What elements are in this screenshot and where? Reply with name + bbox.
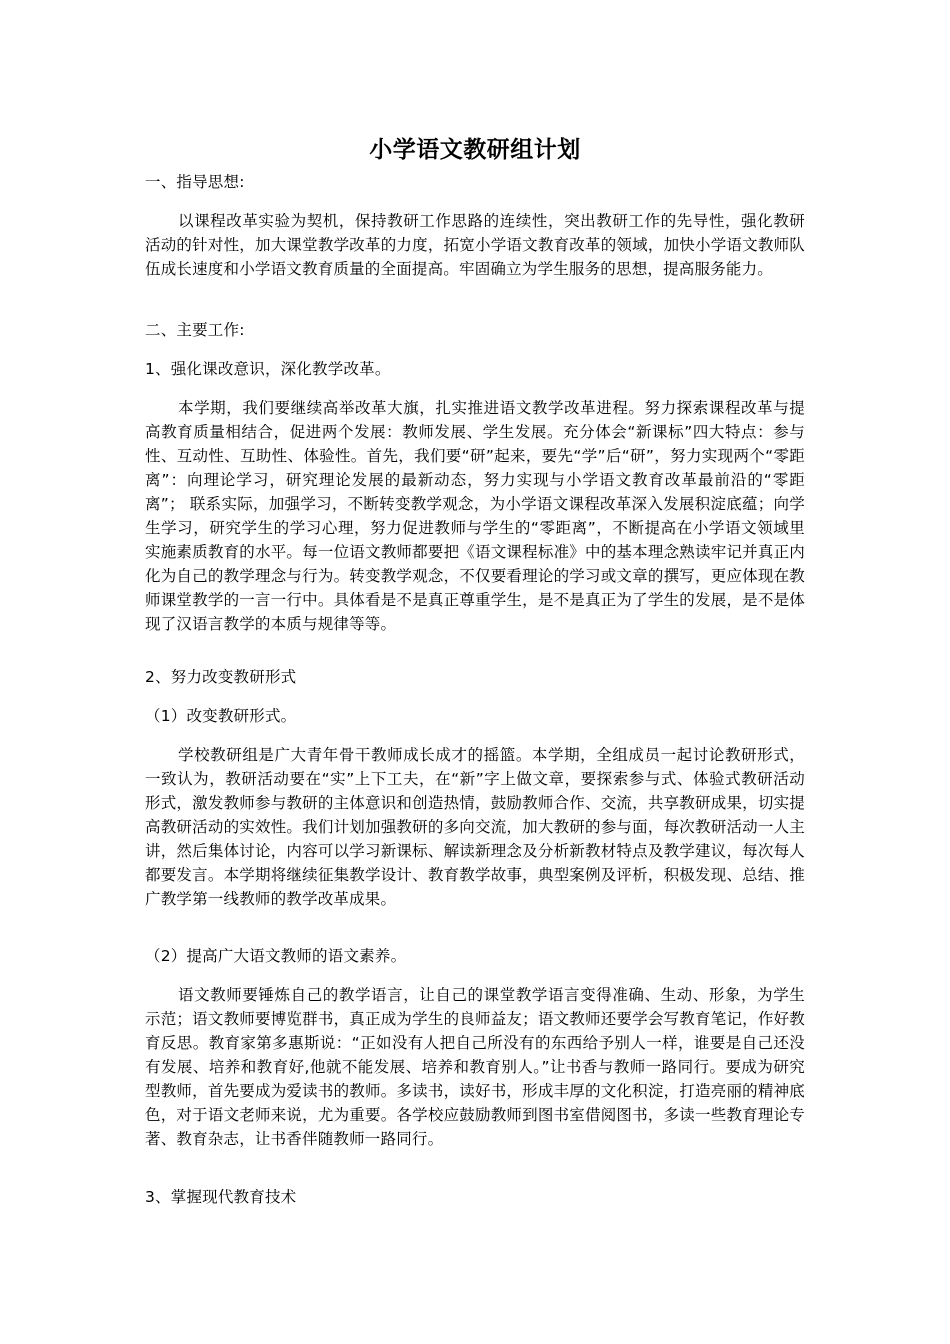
- paragraph-teacher-literacy: 语文教师要锤炼自己的教学语言，让自己的课堂教学语言变得准确、生动、形象，为学生示范；语文教师要博览群书，真正成为学生的良师益友；语文教师还要学会写教育笔记，作好教育反思。教育家第多惠斯说：“正如没有人把自己所没有的东西给予别人一样，谁要是自己还没有发展、培养和教育好,他就不能发展、培养和教育别人。”让书香与教师一路同行。要成为研究型教师，首先要成为爱读书的教师。多读书，读好书，形成丰厚的文化积淀，打造亮丽的精神底色，对于语文老师来说，尤为重要。各学校应鼓励教师到图书室借阅图书，多读一些教育理论专著、教育杂志，让书香伴随教师一路同行。: [145, 986, 805, 1148]
- subheading-1: 1、强化课改意识，深化教学改革。: [145, 360, 391, 378]
- section-heading-main-work: 二、主要工作:: [145, 321, 245, 339]
- paragraph-research-form: 学校教研组是广大青年骨干教师成长成才的摇篮。本学期，全组成员一起讨论教研形式，一致认为，教研活动要在“实”上下工夫，在“新”字上做文章，要探索参与式、体验式教研活动形式，激发教师参与教研的主体意识和创造热情，鼓励教师合作、交流，共享教研成果，切实提高教研活动的实效性。我们计划加强教研的多向交流，加大教研的参与面，每次教研活动一人主讲，然后集体讨论，内容可以学习新课标、解读新理念及分析新教材特点及教学建议，每次每人都要发言。本学期将继续征集教学设计、教育教学故事，典型案例及评析，积极发现、总结、推广教学第一线教师的教学改革成果。: [145, 746, 805, 908]
- paragraph-guiding-thought: 以课程改革实验为契机，保持教研工作思路的连续性，突出教研工作的先导性，强化教研活动的针对性，加大课堂教学改革的力度，拓宽小学语文教育改革的领域，加快小学语文教师队伍成长速度和小学语文教育质量的全面提高。牢固确立为学生服务的思想，提高服务能力。: [145, 212, 805, 278]
- subheading-3: 3、掌握现代教育技术: [145, 1188, 297, 1206]
- subheading-2-1: （1）改变教研形式。: [145, 707, 297, 725]
- document-title: 小学语文教研组计划: [369, 137, 581, 163]
- section-heading-guiding-thought: 一、指导思想:: [145, 173, 245, 191]
- paragraph-teaching-reform: 本学期，我们要继续高举改革大旗，扎实推进语文教学改革进程。努力探索课程改革与提高教育质量相结合，促进两个发展：教师发展、学生发展。充分体会“新课标”四大特点：参与性、互动性、互助性、体验性。首先，我们要“研”起来，要先“学”后“研”，努力实现两个“零距离”：向理论学习，研究理论发展的最新动态，努力实现与小学语文教育改革最前沿的“零距离”； 联系实际，加强学习，不断转变教学观念，为小学语文课程改革深入发展积淀底蕴；向学生学习，研究学生的学习心理，努力促进教师与学生的“零距离”，不断提高在小学语文领域里实施素质教育的水平。每一位语文教师都要把《语文课程标准》中的基本理念熟读牢记并真正内化为自己的教学理念与行为。转变教学观念，不仅要看理论的学习或文章的撰写，更应体现在教师课堂教学的一言一行中。具体看是不是真正尊重学生，是不是真正为了学生的发展，是不是体现了汉语言教学的本质与规律等等。: [145, 399, 805, 633]
- subheading-2-2: （2）提高广大语文教师的语文素养。: [145, 947, 407, 965]
- subheading-2: 2、努力改变教研形式: [145, 668, 297, 686]
